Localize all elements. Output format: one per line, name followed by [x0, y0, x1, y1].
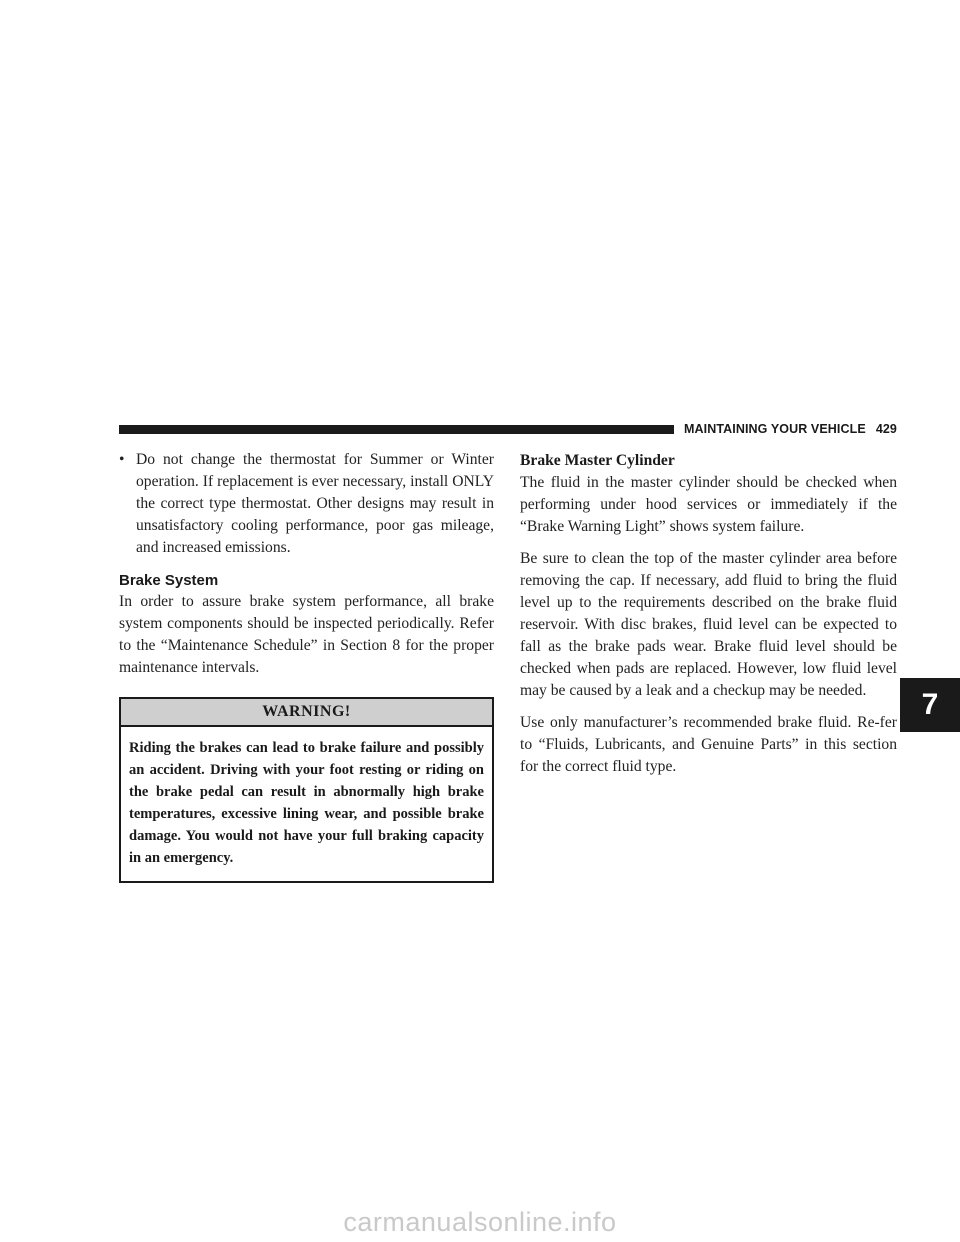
header-title: MAINTAINING YOUR VEHICLE — [684, 422, 866, 436]
bullet-text: Do not change the thermostat for Summer or Winter operation. If replacement is ever necessary, install ONLY the correct type thermostat. Other designs may result in unsatisfactory cooling performance, poor gas mileage, and increased emissions. — [136, 451, 494, 556]
right-column — [520, 449, 897, 778]
page-number: 429 — [875, 422, 897, 436]
master-cylinder-paragraph-3: Use only manufacturer’s recommended brake fluid. Re-fer to “Fluids, Lubricants, and Genuine Parts” in this section for the correct fluid type. — [520, 714, 897, 775]
watermark: carmanualsonline.info — [343, 1207, 617, 1237]
master-cylinder-paragraph-2: Be sure to clean the top of the master cylinder area before removing the cap. If necessary, add fluid to bring the fluid level up to the requirements described on the brake fluid reservoir. With disc brakes, fluid level can be expected to fall as the brake pads wear. Brake fluid level should be checked when pads are replaced. However, low fluid level may be caused by a leak and a checkup may be needed. — [520, 550, 897, 699]
warning-text: Riding the brakes can lead to brake failure and possibly an accident. Driving with your foot resting or riding on the brake pedal can result in abnormally high brake temperatures, excessive lining wear, and possible brake damage. You would not have your full braking capacity in an emergency. — [129, 740, 484, 866]
left-column — [119, 449, 494, 883]
warning-box — [119, 697, 494, 883]
warning-title: WARNING! — [121, 699, 492, 727]
thermostat-bullet — [119, 449, 494, 559]
brake-master-cylinder-heading: Brake Master Cylinder — [520, 452, 675, 469]
bullet-dot-icon: • — [119, 451, 125, 468]
section-tab: 7 — [900, 678, 960, 732]
header-rule — [119, 425, 674, 434]
brake-system-heading: Brake System — [119, 572, 219, 589]
running-header — [684, 422, 897, 436]
brake-system-paragraph: In order to assure brake system performance, all brake system components should be inspected periodically. Refer to the “Maintenance Schedule” in Section 8 for the proper maintenance intervals. — [119, 593, 494, 676]
master-cylinder-paragraph-1: The fluid in the master cylinder should be checked when performing under hood services or immediately if the “Brake Warning Light” shows system failure. — [520, 474, 897, 535]
